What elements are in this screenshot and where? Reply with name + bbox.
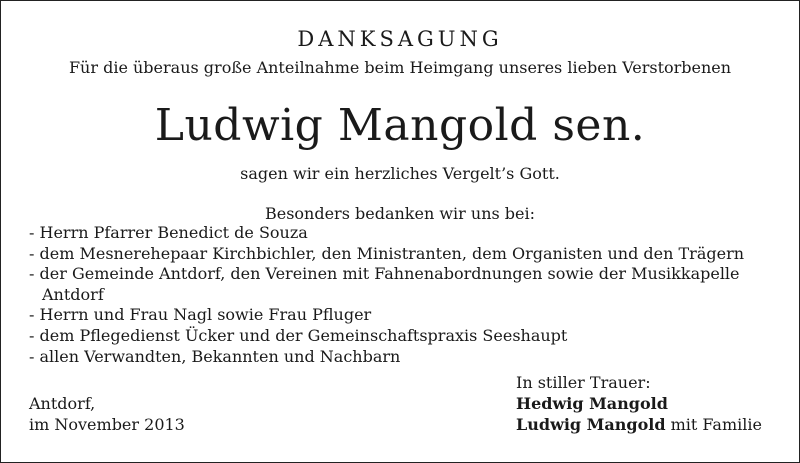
signature-block (516, 372, 762, 435)
thanks-text: sagen wir ein herzliches Vergelt’s Gott. (240, 164, 560, 183)
list-item: - Herrn Pfarrer Benedict de Souza (29, 223, 308, 242)
list-item: - der Gemeinde Antdorf, den Vereinen mit Fahnenabordnungen sowie der Musikkapelle Antdorf (29, 264, 740, 304)
intro-text: Für die überaus große Anteilnahme beim Heimgang unseres lieben Verstorbenen (68, 58, 732, 77)
list-item: - Herrn und Frau Nagl sowie Frau Pfluger (29, 305, 372, 325)
notice-heading: DANKSAGUNG (297, 27, 503, 51)
list-item: - allen Verwandten, Bekannten und Nachbarn (29, 346, 401, 366)
signer-2-suffix: mit Familie (665, 415, 762, 434)
deceased-name: Ludwig Mangold sen. (154, 100, 646, 151)
place-text: Antdorf, (29, 394, 96, 413)
date-text: im November 2013 (29, 415, 185, 434)
signer-1: Hedwig Mangold (516, 394, 668, 413)
signer-2: Ludwig Mangold (516, 415, 666, 434)
signer-2-line (516, 414, 762, 435)
list-item: - dem Mesnerehepaar Kirchbichler, den Ministranten, dem Organisten und den Trägern (29, 243, 745, 263)
mourning-label: In stiller Trauer: (516, 373, 651, 392)
place-date-block (29, 393, 185, 435)
list-item: - dem Pflegedienst Ücker und der Gemeinschaftspraxis Seeshaupt (29, 325, 568, 345)
special-thanks-heading: Besonders bedanken wir uns bei: (264, 204, 536, 223)
thanks-list (29, 223, 789, 367)
